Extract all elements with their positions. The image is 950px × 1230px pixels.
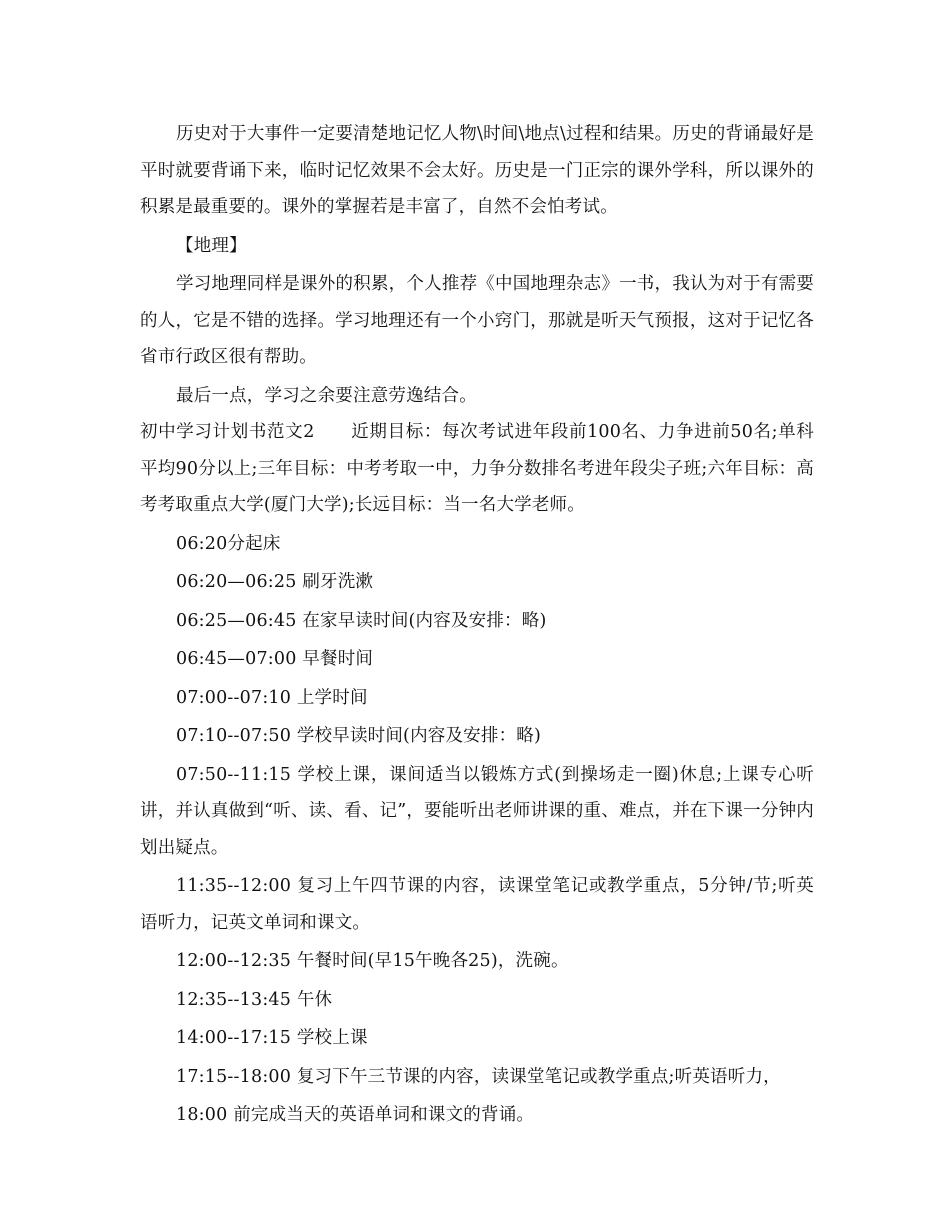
- paragraph-history: 历史对于大事件一定要清楚地记忆人物\时间\地点\过程和结果。历史的背诵最好是平时就要背诵下来，临时记忆效果不会太好。历史是一门正宗的课外学科，所以课外的积累是最重要的。课外的掌握若是丰富了，自然不会怕考试。: [140, 124, 814, 217]
- schedule-item: 07:00--07:10 上学时间: [176, 687, 368, 708]
- schedule-item: 06:25—06:45 在家早读时间(内容及安排：略): [176, 610, 547, 631]
- schedule-item: 17:15--18:00 复习下午三节课的内容，读课堂笔记或教学重点;听英语听力，: [176, 1066, 781, 1087]
- schedule-item: 12:35--13:45 午休: [176, 989, 333, 1010]
- schedule-item: 07:50--11:15 学校上课，课间适当以锻炼方式(到操场走一圈)休息;上课专心听讲，并认真做到“听、读、看、记”，要能听出老师讲课的重、难点，并在下课一分钟内划出疑点。: [140, 764, 814, 858]
- paragraph-geography: 学习地理同样是课外的积累，个人推荐《中国地理杂志》一书，我认为对于有需要的人，它是不错的选择。学习地理还有一个小窍门，那就是听天气预报，这对于记忆各省市行政区很有帮助。: [140, 274, 814, 367]
- schedule-item: 07:10--07:50 学校早读时间(内容及安排：略): [176, 726, 542, 746]
- schedule-item: 18:00 前完成当天的英语单词和课文的背诵。: [176, 1105, 535, 1125]
- schedule-item: 14:00--17:15 学校上课: [176, 1028, 368, 1048]
- paragraph-plan-goals: 初中学习计划书范文2 近期目标：每次考试进年段前100名、力争进前50名;单科平均90分以上;三年目标：中考考取一中，力争分数排名考进年段尖子班;六年目标：高考考取重点大学(厦门大学);长远目标：当一名大学老师。: [140, 422, 814, 515]
- schedule-item: 11:35--12:00 复习上午四节课的内容，读课堂笔记或教学重点，5分钟/节;听英语听力，记英文单词和课文。: [140, 876, 814, 933]
- paragraph-balance: 最后一点，学习之余要注意劳逸结合。: [176, 385, 477, 406]
- schedule-item: 06:45—07:00 早餐时间: [176, 649, 374, 669]
- schedule-item: 06:20分起床: [176, 533, 281, 554]
- schedule-item: 06:20—06:25 刷牙洗漱: [176, 572, 374, 592]
- schedule-item: 12:00--12:35 午餐时间(早15午晚各25)，洗碗。: [176, 951, 569, 971]
- heading-geography: 【地理】: [176, 235, 247, 256]
